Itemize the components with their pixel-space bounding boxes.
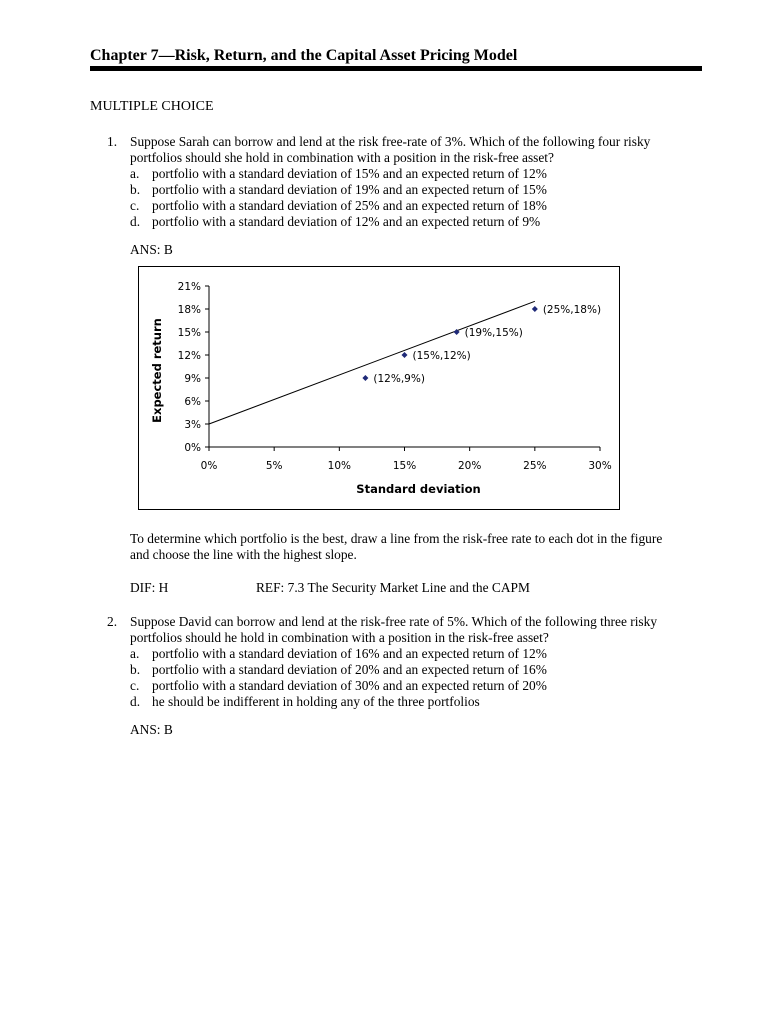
question-1-option-a-text: portfolio with a standard deviation of 15% and an expected return of 12%	[152, 166, 547, 181]
capm-chart	[139, 267, 619, 509]
question-1-option-c-letter: c.	[130, 198, 140, 213]
x-tick-label: 5%	[265, 460, 283, 472]
data-point	[402, 352, 408, 358]
x-tick-label: 20%	[457, 460, 482, 472]
x-axis-title: Standard deviation	[356, 482, 481, 496]
question-2-number: 2.	[107, 614, 118, 629]
question-1-option-d-letter: d.	[130, 214, 141, 229]
section-heading: MULTIPLE CHOICE	[90, 99, 214, 114]
question-2-stem-line-2: portfolios should he hold in combination with a position in the risk-free asset?	[130, 630, 549, 645]
data-point-label: (19%,15%)	[464, 327, 523, 339]
y-tick-label: 18%	[177, 304, 201, 316]
y-axis-title: Expected return	[150, 318, 164, 423]
question-1-difficulty: DIF: H	[130, 580, 169, 595]
x-tick-label: 10%	[327, 460, 352, 472]
y-tick-label: 9%	[184, 373, 201, 385]
x-tick-label: 25%	[523, 460, 547, 472]
y-tick-label: 0%	[184, 442, 201, 454]
data-point	[532, 306, 538, 312]
capital-allocation-line	[209, 301, 535, 424]
question-2-option-c-text: portfolio with a standard deviation of 30% and an expected return of 20%	[152, 678, 547, 693]
question-1-option-b-letter: b.	[130, 182, 141, 197]
y-tick-label: 3%	[184, 419, 201, 431]
x-tick-label: 30%	[588, 460, 612, 472]
question-2-option-d-text: he should be indifferent in holding any of the three portfolios	[152, 694, 480, 709]
chapter-title: Chapter 7—Risk, Return, and the Capital Asset Pricing Model	[90, 47, 518, 64]
question-2-option-b-text: portfolio with a standard deviation of 20% and an expected return of 16%	[152, 662, 547, 677]
question-2-option-c-letter: c.	[130, 678, 140, 693]
question-1-explanation-line-2: and choose the line with the highest slope.	[130, 547, 357, 562]
question-1-option-b-text: portfolio with a standard deviation of 19% and an expected return of 15%	[152, 182, 547, 197]
title-rule	[90, 66, 702, 71]
question-1-option-c-text: portfolio with a standard deviation of 25% and an expected return of 18%	[152, 198, 547, 213]
y-tick-label: 21%	[177, 281, 201, 293]
question-1-answer: ANS: B	[130, 242, 173, 257]
question-1-stem-line-1: Suppose Sarah can borrow and lend at the risk free-rate of 3%. Which of the following four risky	[130, 134, 651, 149]
question-2-option-a-letter: a.	[130, 646, 140, 661]
question-2-answer: ANS: B	[130, 722, 173, 737]
data-point-label: (25%,18%)	[542, 304, 602, 316]
x-tick-label: 15%	[392, 460, 417, 472]
x-tick-label: 0%	[200, 460, 218, 472]
question-1-option-d-text: portfolio with a standard deviation of 12% and an expected return of 9%	[152, 214, 541, 229]
y-tick-label: 12%	[177, 350, 201, 362]
y-tick-label: 15%	[177, 327, 201, 339]
data-point-label: (12%,9%)	[373, 373, 425, 385]
question-2-option-a-text: portfolio with a standard deviation of 16% and an expected return of 12%	[152, 646, 547, 661]
question-2-option-d-letter: d.	[130, 694, 141, 709]
question-2-option-b-letter: b.	[130, 662, 141, 677]
data-point-label: (15%,12%)	[412, 350, 471, 362]
question-1-reference: REF: 7.3 The Security Market Line and the CAPM	[256, 580, 530, 595]
y-tick-label: 6%	[184, 396, 201, 408]
data-point	[362, 375, 368, 381]
chart-frame	[138, 266, 620, 510]
question-1-explanation-line-1: To determine which portfolio is the best, draw a line from the risk-free rate to each dot in the figure	[130, 531, 663, 546]
question-2-stem-line-1: Suppose David can borrow and lend at the risk-free rate of 5%. Which of the following three risky	[130, 614, 658, 629]
question-1-option-a-letter: a.	[130, 166, 140, 181]
question-1-stem-line-2: portfolios should she hold in combination with a position in the risk-free asset?	[130, 150, 554, 165]
question-1-number: 1.	[107, 134, 118, 149]
